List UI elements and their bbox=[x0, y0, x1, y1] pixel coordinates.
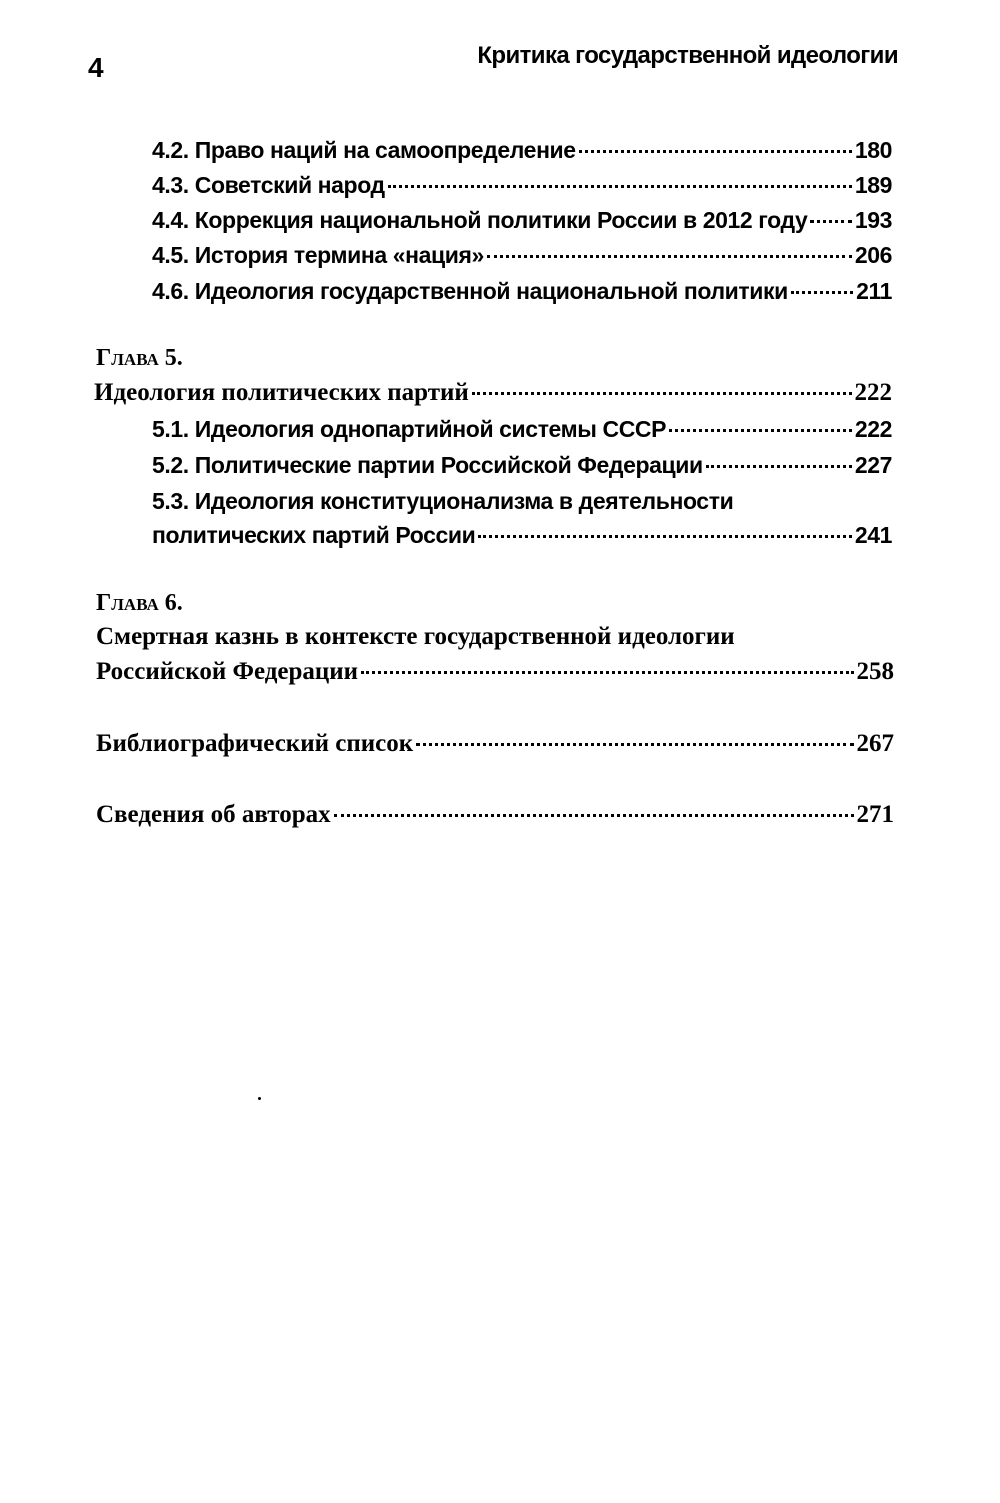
toc-entry-title: 5.1. Идеология однопартийной системы СССР bbox=[152, 416, 667, 442]
chapter-6-label: Глава 6. bbox=[96, 590, 183, 616]
toc-entry-4-6 bbox=[152, 276, 892, 306]
toc-entry-page: 189 bbox=[854, 172, 892, 198]
toc-entry-4-3 bbox=[152, 170, 892, 200]
toc-entry-page: 222 bbox=[854, 379, 892, 406]
toc-entry-title: 4.5. История термина «нация» bbox=[152, 242, 484, 268]
dot-leader bbox=[361, 671, 853, 674]
toc-entry-page: 271 bbox=[856, 801, 894, 828]
toc-entry-title: Идеология политических партий bbox=[94, 379, 469, 406]
toc-entry-page: 206 bbox=[854, 242, 892, 268]
toc-entry-5-2 bbox=[152, 450, 892, 480]
dot-leader bbox=[791, 291, 853, 294]
dot-leader bbox=[334, 814, 854, 817]
toc-entry-chapter-6-line1: Смертная казнь в контексте государственной идеологии bbox=[96, 623, 735, 650]
toc-entry-title: Сведения об авторах bbox=[96, 801, 331, 828]
toc-entry-5-3 bbox=[152, 520, 892, 550]
dot-leader bbox=[472, 392, 852, 395]
toc-entry-4-4 bbox=[152, 205, 892, 235]
toc-entry-title: политических партий России bbox=[152, 522, 476, 548]
toc-entry-title: 4.4. Коррекция национальной политики России в 2012 году bbox=[152, 207, 808, 233]
dot-leader bbox=[579, 150, 852, 153]
toc-entry-page: 267 bbox=[856, 730, 894, 757]
toc-entry-chapter-6 bbox=[96, 657, 894, 687]
dot-leader bbox=[416, 743, 853, 746]
running-title: Критика государственной идеологии bbox=[477, 42, 898, 69]
toc-entry-page: 222 bbox=[854, 416, 892, 442]
toc-entry-chapter-5 bbox=[94, 378, 892, 408]
dot-leader bbox=[669, 429, 852, 432]
toc-entry-title: 4.6. Идеология государственной национальной политики bbox=[152, 278, 788, 304]
toc-entry-4-5 bbox=[152, 240, 892, 270]
toc-entry-title: Библиографический список bbox=[96, 730, 414, 757]
toc-entry-page: 258 bbox=[856, 658, 894, 685]
toc-entry-bibliography bbox=[96, 729, 894, 759]
toc-entry-5-1 bbox=[152, 414, 892, 444]
toc-entry-title: Российской Федерации bbox=[96, 658, 359, 685]
toc-entry-title: 4.2. Право наций на самоопределение bbox=[152, 137, 576, 163]
dot-leader bbox=[478, 535, 851, 538]
toc-entry-page: 211 bbox=[856, 278, 892, 304]
stray-print-dot bbox=[258, 1097, 261, 1100]
toc-entry-page: 227 bbox=[854, 452, 892, 478]
dot-leader bbox=[706, 465, 852, 468]
dot-leader bbox=[388, 185, 852, 188]
toc-entry-title: 4.3. Советский народ bbox=[152, 172, 385, 198]
toc-entry-title: 5.2. Политические партии Российской Федерации bbox=[152, 452, 703, 478]
page-number: 4 bbox=[88, 52, 104, 83]
chapter-5-label: Глава 5. bbox=[96, 345, 183, 371]
toc-entry-page: 241 bbox=[854, 522, 892, 548]
toc-entry-page: 193 bbox=[854, 207, 892, 233]
toc-entry-authors bbox=[96, 800, 894, 830]
toc-entry-page: 180 bbox=[854, 137, 892, 163]
dot-leader bbox=[487, 255, 852, 258]
dot-leader bbox=[810, 220, 851, 223]
toc-entry-4-2 bbox=[152, 135, 892, 165]
toc-entry-5-3-line1: 5.3. Идеология конституционализма в деятельности bbox=[152, 488, 734, 514]
